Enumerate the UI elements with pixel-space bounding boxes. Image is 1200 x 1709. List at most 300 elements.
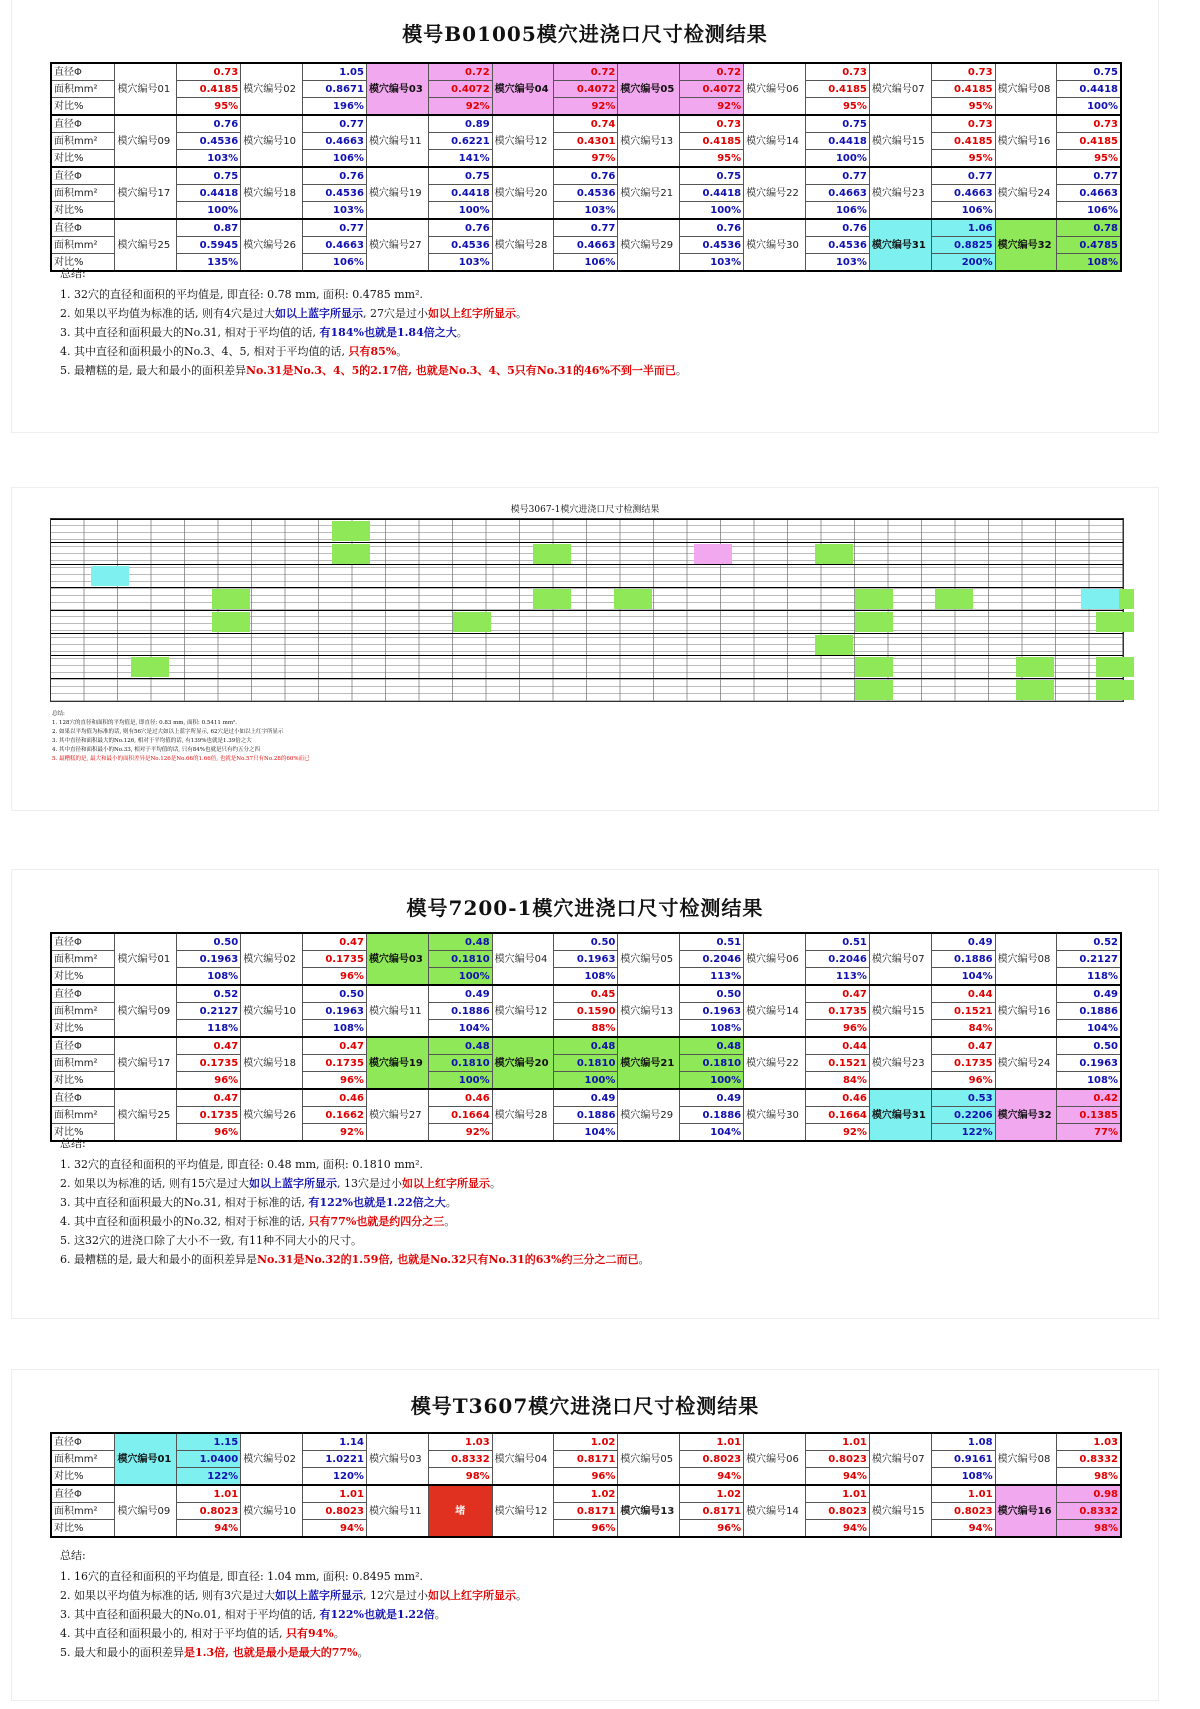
area-value: 0.1735 bbox=[931, 1055, 995, 1072]
ratio-value: 122% bbox=[931, 1124, 995, 1142]
row-label: 直径Φ bbox=[51, 1089, 115, 1107]
diameter-value: 0.74 bbox=[554, 115, 618, 133]
area-value: 0.4185 bbox=[1057, 133, 1121, 150]
summary-line bbox=[60, 1231, 650, 1250]
summary-segment: 1. 32穴的直径和面积的平均值是, 即直径: 0.48 mm, 面积: 0.1810 mm². bbox=[60, 1158, 423, 1171]
summary-line bbox=[60, 1643, 527, 1662]
area-value: 0.4418 bbox=[805, 133, 869, 150]
ratio-value: 98% bbox=[1057, 1520, 1121, 1538]
summary-line bbox=[60, 304, 687, 323]
summary-segment: No.31是No.32的1.59倍, 也就是No.32只有No.31的63%约三分之二而已 bbox=[256, 1253, 639, 1266]
diameter-value: 0.47 bbox=[177, 1089, 241, 1107]
cavity-label: 模穴编号23 bbox=[869, 1037, 931, 1089]
diameter-value: 1.03 bbox=[428, 1433, 492, 1451]
ratio-value: 108% bbox=[302, 1020, 366, 1038]
ratio-value: 106% bbox=[302, 150, 366, 168]
cavity-label: 模穴编号29 bbox=[618, 219, 680, 271]
area-value: 0.1735 bbox=[177, 1107, 241, 1124]
summary-segment: 。 bbox=[456, 326, 468, 339]
area-value: 0.1735 bbox=[177, 1055, 241, 1072]
cavity-label: 模穴编号31 bbox=[869, 1089, 931, 1141]
area-value: 0.1664 bbox=[428, 1107, 492, 1124]
diameter-value: 0.46 bbox=[428, 1089, 492, 1107]
area-value: 0.1735 bbox=[805, 1003, 869, 1020]
summary-line bbox=[60, 1586, 527, 1605]
summary-line bbox=[60, 1174, 650, 1193]
area-value: 0.4418 bbox=[177, 185, 241, 202]
ratio-value: 96% bbox=[805, 1020, 869, 1038]
area-value: 0.8023 bbox=[302, 1503, 366, 1520]
diameter-value: 0.77 bbox=[1057, 167, 1121, 185]
row-group bbox=[51, 542, 1123, 564]
cavity-label: 模穴编号09 bbox=[115, 1485, 177, 1537]
diameter-value: 1.05 bbox=[302, 63, 366, 81]
cavity-label: 模穴编号21 bbox=[618, 167, 680, 219]
ratio-value: 96% bbox=[554, 1468, 618, 1486]
diameter-value: 0.48 bbox=[428, 1037, 492, 1055]
diameter-value: 0.47 bbox=[177, 1037, 241, 1055]
summary-line: 3. 其中直径和面积最大的No.126, 相对于平均值的话, 有139%也就是1.39倍之大 bbox=[52, 738, 252, 744]
diameter-value: 0.77 bbox=[931, 167, 995, 185]
cavity-label: 模穴编号03 bbox=[366, 1433, 428, 1485]
area-value: 0.4185 bbox=[931, 81, 995, 98]
ratio-value: 98% bbox=[1057, 1468, 1121, 1486]
cavity-label: 模穴编号12 bbox=[492, 115, 554, 167]
area-value: 0.1735 bbox=[302, 1055, 366, 1072]
diameter-value: 0.77 bbox=[302, 115, 366, 133]
summary-line bbox=[60, 1250, 650, 1269]
ratio-value: 100% bbox=[805, 150, 869, 168]
area-value: 0.2046 bbox=[805, 951, 869, 968]
ratio-value: 104% bbox=[1057, 1020, 1121, 1038]
area-value: 0.4301 bbox=[554, 133, 618, 150]
table-row bbox=[51, 1003, 1121, 1020]
summary-segment: 只有85% bbox=[348, 345, 397, 358]
highlight-cell bbox=[1096, 680, 1134, 700]
cavity-label: 模穴编号10 bbox=[241, 115, 303, 167]
area-value: 0.1735 bbox=[302, 951, 366, 968]
table-row bbox=[51, 1089, 1121, 1107]
diameter-value: 0.49 bbox=[931, 933, 995, 951]
ratio-value: 100% bbox=[680, 202, 744, 220]
table-row bbox=[51, 1020, 1121, 1038]
row-label: 直径Φ bbox=[51, 1433, 115, 1451]
diameter-value: 0.76 bbox=[177, 115, 241, 133]
cavity-label: 模穴编号27 bbox=[366, 219, 428, 271]
area-value: 0.4663 bbox=[1057, 185, 1121, 202]
diameter-value: 0.47 bbox=[931, 1037, 995, 1055]
summary-segment: 。 bbox=[489, 1177, 501, 1190]
row-label: 对比% bbox=[51, 1072, 115, 1090]
highlight-cell bbox=[935, 589, 973, 609]
cavity-label: 模穴编号14 bbox=[744, 985, 806, 1037]
ratio-value: 103% bbox=[680, 254, 744, 272]
diameter-value: 1.01 bbox=[680, 1433, 744, 1451]
table-row bbox=[51, 1451, 1121, 1468]
summary-segment: , 13穴是过小 bbox=[336, 1177, 402, 1190]
row-label: 对比% bbox=[51, 254, 115, 272]
cavity-label: 模穴编号19 bbox=[366, 167, 428, 219]
cavity-label: 模穴编号04 bbox=[492, 933, 554, 985]
cavity-label: 模穴编号01 bbox=[115, 63, 177, 115]
area-value: 0.4536 bbox=[428, 237, 492, 254]
diameter-value: 0.48 bbox=[428, 933, 492, 951]
cavity-label: 模穴编号31 bbox=[869, 219, 931, 271]
summary-line bbox=[60, 1155, 650, 1174]
row-label: 直径Φ bbox=[51, 1485, 115, 1503]
highlight-cell bbox=[855, 657, 893, 677]
ratio-value: 106% bbox=[931, 202, 995, 220]
area-value: 0.8023 bbox=[805, 1451, 869, 1468]
area-value: 0.1521 bbox=[931, 1003, 995, 1020]
area-value: 0.4185 bbox=[177, 81, 241, 98]
cavity-label: 模穴编号17 bbox=[115, 167, 177, 219]
diameter-value: 1.08 bbox=[931, 1433, 995, 1451]
summary-segment: 2. 如果以平均值为标准的话, 则有4穴是过大 bbox=[60, 307, 275, 320]
row-label: 直径Φ bbox=[51, 63, 115, 81]
highlight-cell bbox=[131, 657, 169, 677]
row-label: 对比% bbox=[51, 968, 115, 986]
highlight-cell bbox=[533, 544, 571, 564]
area-value: 0.1886 bbox=[680, 1107, 744, 1124]
cavity-label: 模穴编号32 bbox=[995, 219, 1057, 271]
summary-segment: 如以上蓝字所显示 bbox=[274, 307, 363, 320]
diameter-value: 0.49 bbox=[1057, 985, 1121, 1003]
diameter-value: 0.98 bbox=[1057, 1485, 1121, 1503]
cavity-label: 模穴编号18 bbox=[241, 1037, 303, 1089]
diameter-value: 0.44 bbox=[805, 1037, 869, 1055]
cavity-label: 模穴编号10 bbox=[241, 1485, 303, 1537]
area-value: 0.4536 bbox=[805, 237, 869, 254]
ratio-value: 96% bbox=[302, 1072, 366, 1090]
summary-segment: 5. 这32穴的进浇口除了大小不一致, 有11种不同大小的尺寸。 bbox=[60, 1234, 362, 1247]
highlight-cell bbox=[1016, 680, 1054, 700]
cavity-label: 模穴编号07 bbox=[869, 63, 931, 115]
diameter-value: 0.89 bbox=[428, 115, 492, 133]
area-value: 0.1810 bbox=[428, 951, 492, 968]
section-title: 模号B01005模穴进浇口尺寸检测结果 bbox=[402, 22, 768, 46]
diameter-value: 0.52 bbox=[1057, 933, 1121, 951]
highlight-cell bbox=[332, 544, 370, 564]
table-row bbox=[51, 81, 1121, 98]
highlight-cell bbox=[212, 589, 250, 609]
summary-segment: 5. 最糟糕的是, 最大和最小的面积差异 bbox=[60, 364, 246, 377]
diameter-value: 0.72 bbox=[554, 63, 618, 81]
area-value: 0.1886 bbox=[554, 1107, 618, 1124]
summary-heading: 总结: bbox=[60, 1137, 86, 1150]
summary-heading: 总结: bbox=[60, 267, 86, 280]
summary-segment: 是1.3倍, 也就是最小是最大的77% bbox=[184, 1646, 358, 1659]
cavity-label: 模穴编号16 bbox=[995, 1485, 1057, 1537]
diameter-value: 0.46 bbox=[805, 1089, 869, 1107]
ratio-value: 103% bbox=[554, 202, 618, 220]
area-value: 0.8332 bbox=[1057, 1451, 1121, 1468]
ratio-value: 77% bbox=[1057, 1124, 1121, 1142]
table-row bbox=[51, 237, 1121, 254]
diameter-value: 0.73 bbox=[177, 63, 241, 81]
area-value: 0.4536 bbox=[177, 133, 241, 150]
ratio-value: 106% bbox=[805, 202, 869, 220]
highlight-cell bbox=[1016, 657, 1054, 677]
row-label: 对比% bbox=[51, 1520, 115, 1538]
ratio-value: 95% bbox=[177, 98, 241, 116]
cavity-label: 模穴编号24 bbox=[995, 167, 1057, 219]
highlight-cell bbox=[533, 589, 571, 609]
area-value: 0.1963 bbox=[1057, 1055, 1121, 1072]
table-row bbox=[51, 1072, 1121, 1090]
cavity-label: 模穴编号16 bbox=[995, 115, 1057, 167]
ratio-value: 96% bbox=[177, 1124, 241, 1142]
area-value: 0.4418 bbox=[1057, 81, 1121, 98]
table-row bbox=[51, 219, 1121, 237]
row-label: 直径Φ bbox=[51, 1037, 115, 1055]
area-value: 0.1810 bbox=[428, 1055, 492, 1072]
cavity-label: 模穴编号25 bbox=[115, 219, 177, 271]
summary-segment: 如以上红字所显示 bbox=[401, 1177, 490, 1190]
ratio-value: 95% bbox=[931, 150, 995, 168]
row-label: 对比% bbox=[51, 1124, 115, 1142]
summary-segment: 如以上红字所显示 bbox=[427, 1589, 516, 1602]
diameter-value: 1.02 bbox=[554, 1485, 618, 1503]
area-value: 1.0400 bbox=[177, 1451, 241, 1468]
cavity-label: 模穴编号29 bbox=[618, 1089, 680, 1141]
summary-line: 4. 其中直径和面积最小的No.33, 相对于平均值的话, 只有84%也就是只有约五分之四 bbox=[52, 747, 260, 753]
ratio-value: 100% bbox=[1057, 98, 1121, 116]
ratio-value: 103% bbox=[177, 150, 241, 168]
report-section-7200-1 bbox=[12, 870, 1158, 1318]
diameter-value: 1.01 bbox=[805, 1485, 869, 1503]
diameter-value: 0.50 bbox=[680, 985, 744, 1003]
diameter-value: 0.49 bbox=[680, 1089, 744, 1107]
table-row bbox=[51, 167, 1121, 185]
row-label: 对比% bbox=[51, 202, 115, 220]
diameter-value: 0.52 bbox=[177, 985, 241, 1003]
area-value: 0.4418 bbox=[428, 185, 492, 202]
diameter-value: 1.01 bbox=[302, 1485, 366, 1503]
summary-segment: , 12穴是过小 bbox=[362, 1589, 428, 1602]
summary-segment: 。 bbox=[638, 1253, 650, 1266]
ratio-value: 100% bbox=[680, 1072, 744, 1090]
cavity-label: 模穴编号25 bbox=[115, 1089, 177, 1141]
diameter-value: 1.02 bbox=[680, 1485, 744, 1503]
ratio-value: 84% bbox=[805, 1072, 869, 1090]
cavity-label: 模穴编号08 bbox=[995, 1433, 1057, 1485]
area-value: 1.0221 bbox=[302, 1451, 366, 1468]
section-title: 模号7200-1模穴进浇口尺寸检测结果 bbox=[406, 896, 764, 920]
measurement-table bbox=[50, 932, 1122, 1142]
diameter-value: 0.51 bbox=[680, 933, 744, 951]
cavity-label: 模穴编号10 bbox=[241, 985, 303, 1037]
ratio-value: 108% bbox=[1057, 254, 1121, 272]
cavity-label: 模穴编号05 bbox=[618, 1433, 680, 1485]
summary-line bbox=[60, 1193, 650, 1212]
highlight-cell bbox=[1096, 657, 1134, 677]
summary-segment: 有184%也就是1.84倍之大 bbox=[319, 326, 457, 339]
summary-line bbox=[60, 361, 687, 380]
ratio-value: 94% bbox=[805, 1520, 869, 1538]
cavity-label: 模穴编号05 bbox=[618, 63, 680, 115]
row-label: 面积mm² bbox=[51, 951, 115, 968]
cavity-label: 模穴编号30 bbox=[744, 219, 806, 271]
diameter-value: 0.45 bbox=[554, 985, 618, 1003]
area-value: 0.1662 bbox=[302, 1107, 366, 1124]
ratio-value: 100% bbox=[428, 202, 492, 220]
ratio-value: 95% bbox=[805, 98, 869, 116]
area-value: 0.2206 bbox=[931, 1107, 995, 1124]
cavity-label: 模穴编号11 bbox=[366, 115, 428, 167]
summary-segment: 如以上蓝字所显示 bbox=[248, 1177, 337, 1190]
cavity-label: 模穴编号03 bbox=[366, 63, 428, 115]
summary-segment: 有122%也就是1.22倍 bbox=[319, 1608, 435, 1621]
cavity-label: 模穴编号09 bbox=[115, 115, 177, 167]
summary-block bbox=[60, 1134, 650, 1269]
ratio-value: 108% bbox=[680, 1020, 744, 1038]
ratio-value: 96% bbox=[177, 1072, 241, 1090]
table-row bbox=[51, 1055, 1121, 1072]
ratio-value: 118% bbox=[1057, 968, 1121, 986]
ratio-value: 97% bbox=[554, 150, 618, 168]
summary-segment: 5. 最大和最小的面积差异 bbox=[60, 1646, 184, 1659]
summary-block bbox=[60, 1546, 527, 1662]
report-section-3067-1 bbox=[12, 488, 1158, 810]
cavity-label: 模穴编号02 bbox=[241, 63, 303, 115]
diameter-value: 0.46 bbox=[302, 1089, 366, 1107]
area-value: 0.1521 bbox=[805, 1055, 869, 1072]
area-value: 0.4536 bbox=[680, 237, 744, 254]
diameter-value: 0.78 bbox=[1057, 219, 1121, 237]
blocked-cell: 堵 bbox=[428, 1485, 492, 1537]
row-group bbox=[51, 633, 1123, 655]
ratio-value: 122% bbox=[177, 1468, 241, 1486]
ratio-value: 92% bbox=[805, 1124, 869, 1142]
table-row bbox=[51, 150, 1121, 168]
area-value: 0.4072 bbox=[554, 81, 618, 98]
cavity-label: 模穴编号06 bbox=[744, 63, 806, 115]
row-label: 直径Φ bbox=[51, 933, 115, 951]
ratio-value: 141% bbox=[428, 150, 492, 168]
ratio-value: 104% bbox=[554, 1124, 618, 1142]
summary-line: 5. 最糟糕的是, 最大和最小的面积差异是No.126是No.66的1.66倍, 也就是No.57只有No.28的60%而已 bbox=[52, 756, 310, 762]
diameter-value: 1.01 bbox=[931, 1485, 995, 1503]
ratio-value: 103% bbox=[302, 202, 366, 220]
ratio-value: 100% bbox=[554, 1072, 618, 1090]
table-row bbox=[51, 1503, 1121, 1520]
diameter-value: 0.50 bbox=[302, 985, 366, 1003]
summary-segment: 。 bbox=[444, 1215, 456, 1228]
diameter-value: 0.77 bbox=[554, 219, 618, 237]
row-label: 面积mm² bbox=[51, 1503, 115, 1520]
area-value: 0.4185 bbox=[680, 133, 744, 150]
diameter-value: 0.75 bbox=[680, 167, 744, 185]
area-value: 0.1810 bbox=[680, 1055, 744, 1072]
ratio-value: 113% bbox=[680, 968, 744, 986]
cavity-label: 模穴编号22 bbox=[744, 1037, 806, 1089]
ratio-value: 96% bbox=[680, 1520, 744, 1538]
cavity-label: 模穴编号11 bbox=[366, 1485, 428, 1537]
cavity-label: 模穴编号08 bbox=[995, 63, 1057, 115]
area-value: 0.8332 bbox=[1057, 1503, 1121, 1520]
table-row bbox=[51, 968, 1121, 986]
diameter-value: 0.49 bbox=[554, 1089, 618, 1107]
summary-block bbox=[52, 710, 310, 764]
ratio-value: 135% bbox=[177, 254, 241, 272]
area-value: 0.1963 bbox=[177, 951, 241, 968]
summary-segment: 4. 其中直径和面积最小的No.3、4、5, 相对于平均值的话, bbox=[60, 345, 349, 358]
ratio-value: 84% bbox=[931, 1020, 995, 1038]
summary-segment: 只有94% bbox=[285, 1627, 334, 1640]
area-value: 0.4536 bbox=[302, 185, 366, 202]
cavity-label: 模穴编号13 bbox=[618, 985, 680, 1037]
table-row bbox=[51, 1468, 1121, 1486]
summary-segment: 如以上蓝字所显示 bbox=[274, 1589, 363, 1602]
area-value: 0.2046 bbox=[680, 951, 744, 968]
area-value: 0.1590 bbox=[554, 1003, 618, 1020]
cavity-label: 模穴编号26 bbox=[241, 219, 303, 271]
diameter-value: 1.02 bbox=[554, 1433, 618, 1451]
area-value: 0.1886 bbox=[931, 951, 995, 968]
ratio-value: 92% bbox=[428, 1124, 492, 1142]
area-value: 0.4663 bbox=[554, 237, 618, 254]
row-label: 面积mm² bbox=[51, 133, 115, 150]
cavity-label: 模穴编号32 bbox=[995, 1089, 1057, 1141]
table-row bbox=[51, 1037, 1121, 1055]
diameter-value: 0.75 bbox=[1057, 63, 1121, 81]
ratio-value: 100% bbox=[177, 202, 241, 220]
ratio-value: 108% bbox=[554, 968, 618, 986]
highlight-cell bbox=[855, 680, 893, 700]
report-section-b01005 bbox=[12, 0, 1158, 432]
ratio-value: 94% bbox=[177, 1520, 241, 1538]
diameter-value: 0.47 bbox=[302, 933, 366, 951]
diameter-value: 0.48 bbox=[554, 1037, 618, 1055]
row-label: 直径Φ bbox=[51, 167, 115, 185]
diameter-value: 0.47 bbox=[302, 1037, 366, 1055]
summary-segment: 2. 如果以平均值为标准的话, 则有3穴是过大 bbox=[60, 1589, 275, 1602]
cavity-label: 模穴编号26 bbox=[241, 1089, 303, 1141]
summary-line bbox=[60, 1212, 650, 1231]
diameter-value: 0.77 bbox=[805, 167, 869, 185]
diameter-value: 0.48 bbox=[680, 1037, 744, 1055]
diameter-value: 0.53 bbox=[931, 1089, 995, 1107]
highlight-cell bbox=[453, 612, 491, 632]
table-row bbox=[51, 1433, 1121, 1451]
report-section-t3607 bbox=[12, 1370, 1158, 1700]
summary-segment: 2. 如果以为标准的话, 则有15穴是过大 bbox=[60, 1177, 249, 1190]
area-value: 0.1385 bbox=[1057, 1107, 1121, 1124]
row-group bbox=[51, 678, 1123, 700]
area-value: 0.1963 bbox=[302, 1003, 366, 1020]
ratio-value: 104% bbox=[680, 1124, 744, 1142]
ratio-value: 88% bbox=[554, 1020, 618, 1038]
cavity-label: 模穴编号30 bbox=[744, 1089, 806, 1141]
ratio-value: 92% bbox=[302, 1124, 366, 1142]
row-label: 面积mm² bbox=[51, 1107, 115, 1124]
cavity-label: 模穴编号11 bbox=[366, 985, 428, 1037]
area-value: 0.8023 bbox=[931, 1503, 995, 1520]
ratio-value: 108% bbox=[1057, 1072, 1121, 1090]
ratio-value: 108% bbox=[931, 1468, 995, 1486]
area-value: 0.4785 bbox=[1057, 237, 1121, 254]
diameter-value: 0.73 bbox=[680, 115, 744, 133]
summary-line bbox=[60, 1624, 527, 1643]
row-label: 对比% bbox=[51, 98, 115, 116]
cavity-label: 模穴编号19 bbox=[366, 1037, 428, 1089]
row-label: 对比% bbox=[51, 1020, 115, 1038]
cavity-label: 模穴编号06 bbox=[744, 933, 806, 985]
table-row bbox=[51, 951, 1121, 968]
ratio-value: 106% bbox=[302, 254, 366, 272]
area-value: 0.8023 bbox=[805, 1503, 869, 1520]
